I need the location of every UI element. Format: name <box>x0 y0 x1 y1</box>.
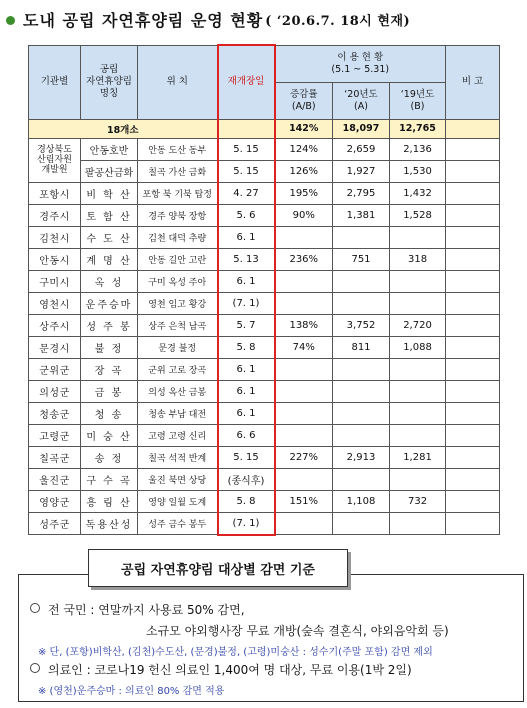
org-cell: 고령군 <box>29 424 81 446</box>
name-cell: 옥 성 <box>81 270 138 292</box>
name-cell: 미 숭 산 <box>81 424 138 446</box>
header-rate: 증감률 (A/B) <box>275 82 333 119</box>
table-row <box>29 292 500 314</box>
note-cell <box>446 182 500 204</box>
y2020-cell: 3,752 <box>333 314 390 336</box>
header-2019: ‘19년도 (B) <box>390 82 446 119</box>
org-cell: 영양군 <box>29 490 81 512</box>
reopen-cell: (7. 1) <box>218 512 275 535</box>
name-cell: 계 명 산 <box>81 248 138 270</box>
org-cell: 경상북도 산림자원 개발원 <box>29 138 81 182</box>
org-cell: 상주시 <box>29 314 81 336</box>
rate-cell: 227% <box>275 446 333 468</box>
reopen-cell: 6. 1 <box>218 226 275 248</box>
location-cell: 상주 은척 남곡 <box>138 314 218 336</box>
y2019-cell: 2,136 <box>390 138 446 160</box>
location-cell: 경주 양북 장항 <box>138 204 218 226</box>
org-cell: 성주군 <box>29 512 81 535</box>
note-cell <box>446 490 500 512</box>
circle-bullet-icon <box>30 663 40 673</box>
note-cell <box>446 248 500 270</box>
reopen-cell: 5. 15 <box>218 160 275 182</box>
org-cell: 울진군 <box>29 468 81 490</box>
location-cell: 구미 옥성 주아 <box>138 270 218 292</box>
y2019-cell <box>390 292 446 314</box>
name-cell: 구 수 곡 <box>81 468 138 490</box>
org-cell: 포항시 <box>29 182 81 204</box>
table-row <box>29 138 500 160</box>
y2020-cell: 2,659 <box>333 138 390 160</box>
table-row <box>29 358 500 380</box>
reopen-cell: (종식후) <box>218 468 275 490</box>
reopen-cell: 5. 8 <box>218 490 275 512</box>
y2020-cell <box>333 468 390 490</box>
org-cell: 군위군 <box>29 358 81 380</box>
reopen-cell: 5. 7 <box>218 314 275 336</box>
reopen-cell: (7. 1) <box>218 292 275 314</box>
total-2020: 18,097 <box>333 119 390 138</box>
table-row <box>29 446 500 468</box>
header-location: 위 치 <box>138 45 218 119</box>
name-cell: 장 곡 <box>81 358 138 380</box>
reopen-cell: 6. 1 <box>218 270 275 292</box>
org-cell: 의성군 <box>29 380 81 402</box>
header-note: 비 고 <box>446 45 500 119</box>
org-cell: 구미시 <box>29 270 81 292</box>
page-subtitle: ( ‘20.6.7. 18시 현재) <box>265 13 411 29</box>
note-cell <box>446 358 500 380</box>
y2019-cell <box>390 512 446 535</box>
note-cell <box>446 160 500 182</box>
y2020-cell: 2,795 <box>333 182 390 204</box>
note-cell <box>446 226 500 248</box>
name-cell: 팔공산금화 <box>81 160 138 182</box>
note-cell <box>446 424 500 446</box>
rate-cell <box>275 468 333 490</box>
location-cell: 청송 부남 대전 <box>138 402 218 424</box>
y2020-cell: 2,913 <box>333 446 390 468</box>
header-usage: 이 용 현 황 (5.1 ~ 5.31) <box>275 45 446 82</box>
note-cell <box>446 446 500 468</box>
header-org: 기관별 <box>29 45 81 119</box>
table-row <box>29 490 500 512</box>
y2020-cell <box>333 424 390 446</box>
org-cell: 경주시 <box>29 204 81 226</box>
rate-cell: 124% <box>275 138 333 160</box>
table-row <box>29 336 500 358</box>
org-cell: 안동시 <box>29 248 81 270</box>
reopen-cell: 6. 1 <box>218 380 275 402</box>
y2019-cell <box>390 270 446 292</box>
page-title-bar <box>6 6 521 32</box>
rate-cell: 195% <box>275 182 333 204</box>
table-row <box>29 424 500 446</box>
header-name: 공립 자연휴양림 명칭 <box>81 45 138 119</box>
header-2020: ‘20년도 (A) <box>333 82 390 119</box>
y2020-cell <box>333 402 390 424</box>
total-rate: 142% <box>275 119 333 138</box>
note-cell <box>446 204 500 226</box>
location-cell: 울진 북면 상당 <box>138 468 218 490</box>
note-cell <box>446 380 500 402</box>
note-cell <box>446 138 500 160</box>
reopen-cell: 6. 6 <box>218 424 275 446</box>
y2020-cell <box>333 512 390 535</box>
criteria-note-exclusion: ※ 단, (포항)비학산, (김천)수도산, (문경)불정, (고령)미숭산 : 성수기(주말 포함) 감면 제외 <box>38 647 433 658</box>
rate-cell <box>275 292 333 314</box>
y2019-cell: 1,088 <box>390 336 446 358</box>
y2020-cell <box>333 380 390 402</box>
reopen-cell: 4. 27 <box>218 182 275 204</box>
criteria-title: 공립 자연휴양림 대상별 감면 기준 <box>88 549 348 587</box>
name-cell: 성 주 봉 <box>81 314 138 336</box>
table-row <box>29 380 500 402</box>
y2019-cell <box>390 402 446 424</box>
rate-cell <box>275 270 333 292</box>
org-cell: 칠곡군 <box>29 446 81 468</box>
note-cell <box>446 468 500 490</box>
rate-cell <box>275 402 333 424</box>
criteria-line-event-venue: 소규모 야외행사장 무료 개방(숲속 결혼식, 야외음악회 등) <box>146 624 449 638</box>
y2020-cell <box>333 358 390 380</box>
location-cell: 문경 불정 <box>138 336 218 358</box>
criteria-note-medical: ※ (영천)운주승마 : 의료인 80% 감면 적용 <box>38 686 225 697</box>
location-cell: 군위 고로 장곡 <box>138 358 218 380</box>
org-cell: 김천시 <box>29 226 81 248</box>
table-row <box>29 512 500 535</box>
y2019-cell <box>390 468 446 490</box>
total-row <box>29 119 500 138</box>
forest-status-table <box>28 44 500 536</box>
reopen-cell: 5. 8 <box>218 336 275 358</box>
location-cell: 성주 금수 봉두 <box>138 512 218 535</box>
y2020-cell: 811 <box>333 336 390 358</box>
org-cell: 문경시 <box>29 336 81 358</box>
y2020-cell: 751 <box>333 248 390 270</box>
location-cell: 안동 도산 동부 <box>138 138 218 160</box>
table-row <box>29 226 500 248</box>
name-cell: 송 정 <box>81 446 138 468</box>
y2019-cell <box>390 358 446 380</box>
name-cell: 흥 림 산 <box>81 490 138 512</box>
name-cell: 안동호반 <box>81 138 138 160</box>
y2020-cell <box>333 226 390 248</box>
rate-cell <box>275 226 333 248</box>
name-cell: 운주승마 <box>81 292 138 314</box>
y2020-cell <box>333 270 390 292</box>
location-cell: 김천 대덕 추량 <box>138 226 218 248</box>
location-cell: 안동 길안 고란 <box>138 248 218 270</box>
name-cell: 금 봉 <box>81 380 138 402</box>
name-cell: 청 송 <box>81 402 138 424</box>
header-reopen-date: 재개장일 <box>218 45 275 119</box>
rate-cell: 90% <box>275 204 333 226</box>
org-cell: 영천시 <box>29 292 81 314</box>
rate-cell <box>275 424 333 446</box>
criteria-line-all-citizens: 전 국민 : 연말까지 사용료 50% 감면, <box>30 601 245 618</box>
table-row <box>29 248 500 270</box>
y2019-cell <box>390 424 446 446</box>
name-cell: 수 도 산 <box>81 226 138 248</box>
note-cell <box>446 336 500 358</box>
y2020-cell <box>333 292 390 314</box>
circle-bullet-icon <box>30 603 40 613</box>
y2019-cell: 1,528 <box>390 204 446 226</box>
bullet-icon <box>6 16 15 25</box>
y2019-cell <box>390 380 446 402</box>
reopen-cell: 6. 1 <box>218 402 275 424</box>
y2019-cell: 1,530 <box>390 160 446 182</box>
y2019-cell <box>390 226 446 248</box>
reopen-cell: 5. 6 <box>218 204 275 226</box>
rate-cell: 138% <box>275 314 333 336</box>
rate-cell <box>275 358 333 380</box>
total-label: 18개소 <box>29 119 218 138</box>
table-row <box>29 402 500 424</box>
location-cell: 포항 북 기북 탑정 <box>138 182 218 204</box>
rate-cell: 236% <box>275 248 333 270</box>
table-row <box>29 204 500 226</box>
table-row <box>29 314 500 336</box>
criteria-line-medical: 의료인 : 코로나19 헌신 의료인 1,400여 명 대상, 무료 이용(1박 2일) <box>30 661 412 678</box>
note-cell <box>446 292 500 314</box>
note-cell <box>446 402 500 424</box>
y2019-cell: 732 <box>390 490 446 512</box>
location-cell: 영양 일월 도계 <box>138 490 218 512</box>
rate-cell: 74% <box>275 336 333 358</box>
table-row <box>29 182 500 204</box>
name-cell: 비 학 산 <box>81 182 138 204</box>
note-cell <box>446 512 500 535</box>
location-cell: 고령 고령 신리 <box>138 424 218 446</box>
rate-cell <box>275 512 333 535</box>
reopen-cell: 6. 1 <box>218 358 275 380</box>
rate-cell <box>275 380 333 402</box>
org-cell: 청송군 <box>29 402 81 424</box>
table-row <box>29 270 500 292</box>
note-cell <box>446 270 500 292</box>
table-row <box>29 468 500 490</box>
name-cell: 토 함 산 <box>81 204 138 226</box>
y2020-cell: 1,381 <box>333 204 390 226</box>
total-reopen <box>218 119 275 138</box>
y2020-cell: 1,927 <box>333 160 390 182</box>
y2019-cell: 1,281 <box>390 446 446 468</box>
location-cell: 의성 옥산 금봉 <box>138 380 218 402</box>
y2020-cell: 1,108 <box>333 490 390 512</box>
reopen-cell: 5. 15 <box>218 446 275 468</box>
name-cell: 불 정 <box>81 336 138 358</box>
y2019-cell: 1,432 <box>390 182 446 204</box>
location-cell: 칠곡 가산 금화 <box>138 160 218 182</box>
total-2019: 12,765 <box>390 119 446 138</box>
rate-cell: 126% <box>275 160 333 182</box>
note-cell <box>446 314 500 336</box>
location-cell: 영천 임고 황강 <box>138 292 218 314</box>
rate-cell: 151% <box>275 490 333 512</box>
total-note <box>446 119 500 138</box>
reopen-cell: 5. 15 <box>218 138 275 160</box>
y2019-cell: 318 <box>390 248 446 270</box>
reopen-cell: 5. 13 <box>218 248 275 270</box>
name-cell: 독용산성 <box>81 512 138 535</box>
page-title: 도내 공립 자연휴양림 운영 현황 <box>23 10 264 30</box>
location-cell: 칠곡 석적 반계 <box>138 446 218 468</box>
table-row <box>29 160 500 182</box>
y2019-cell: 2,720 <box>390 314 446 336</box>
